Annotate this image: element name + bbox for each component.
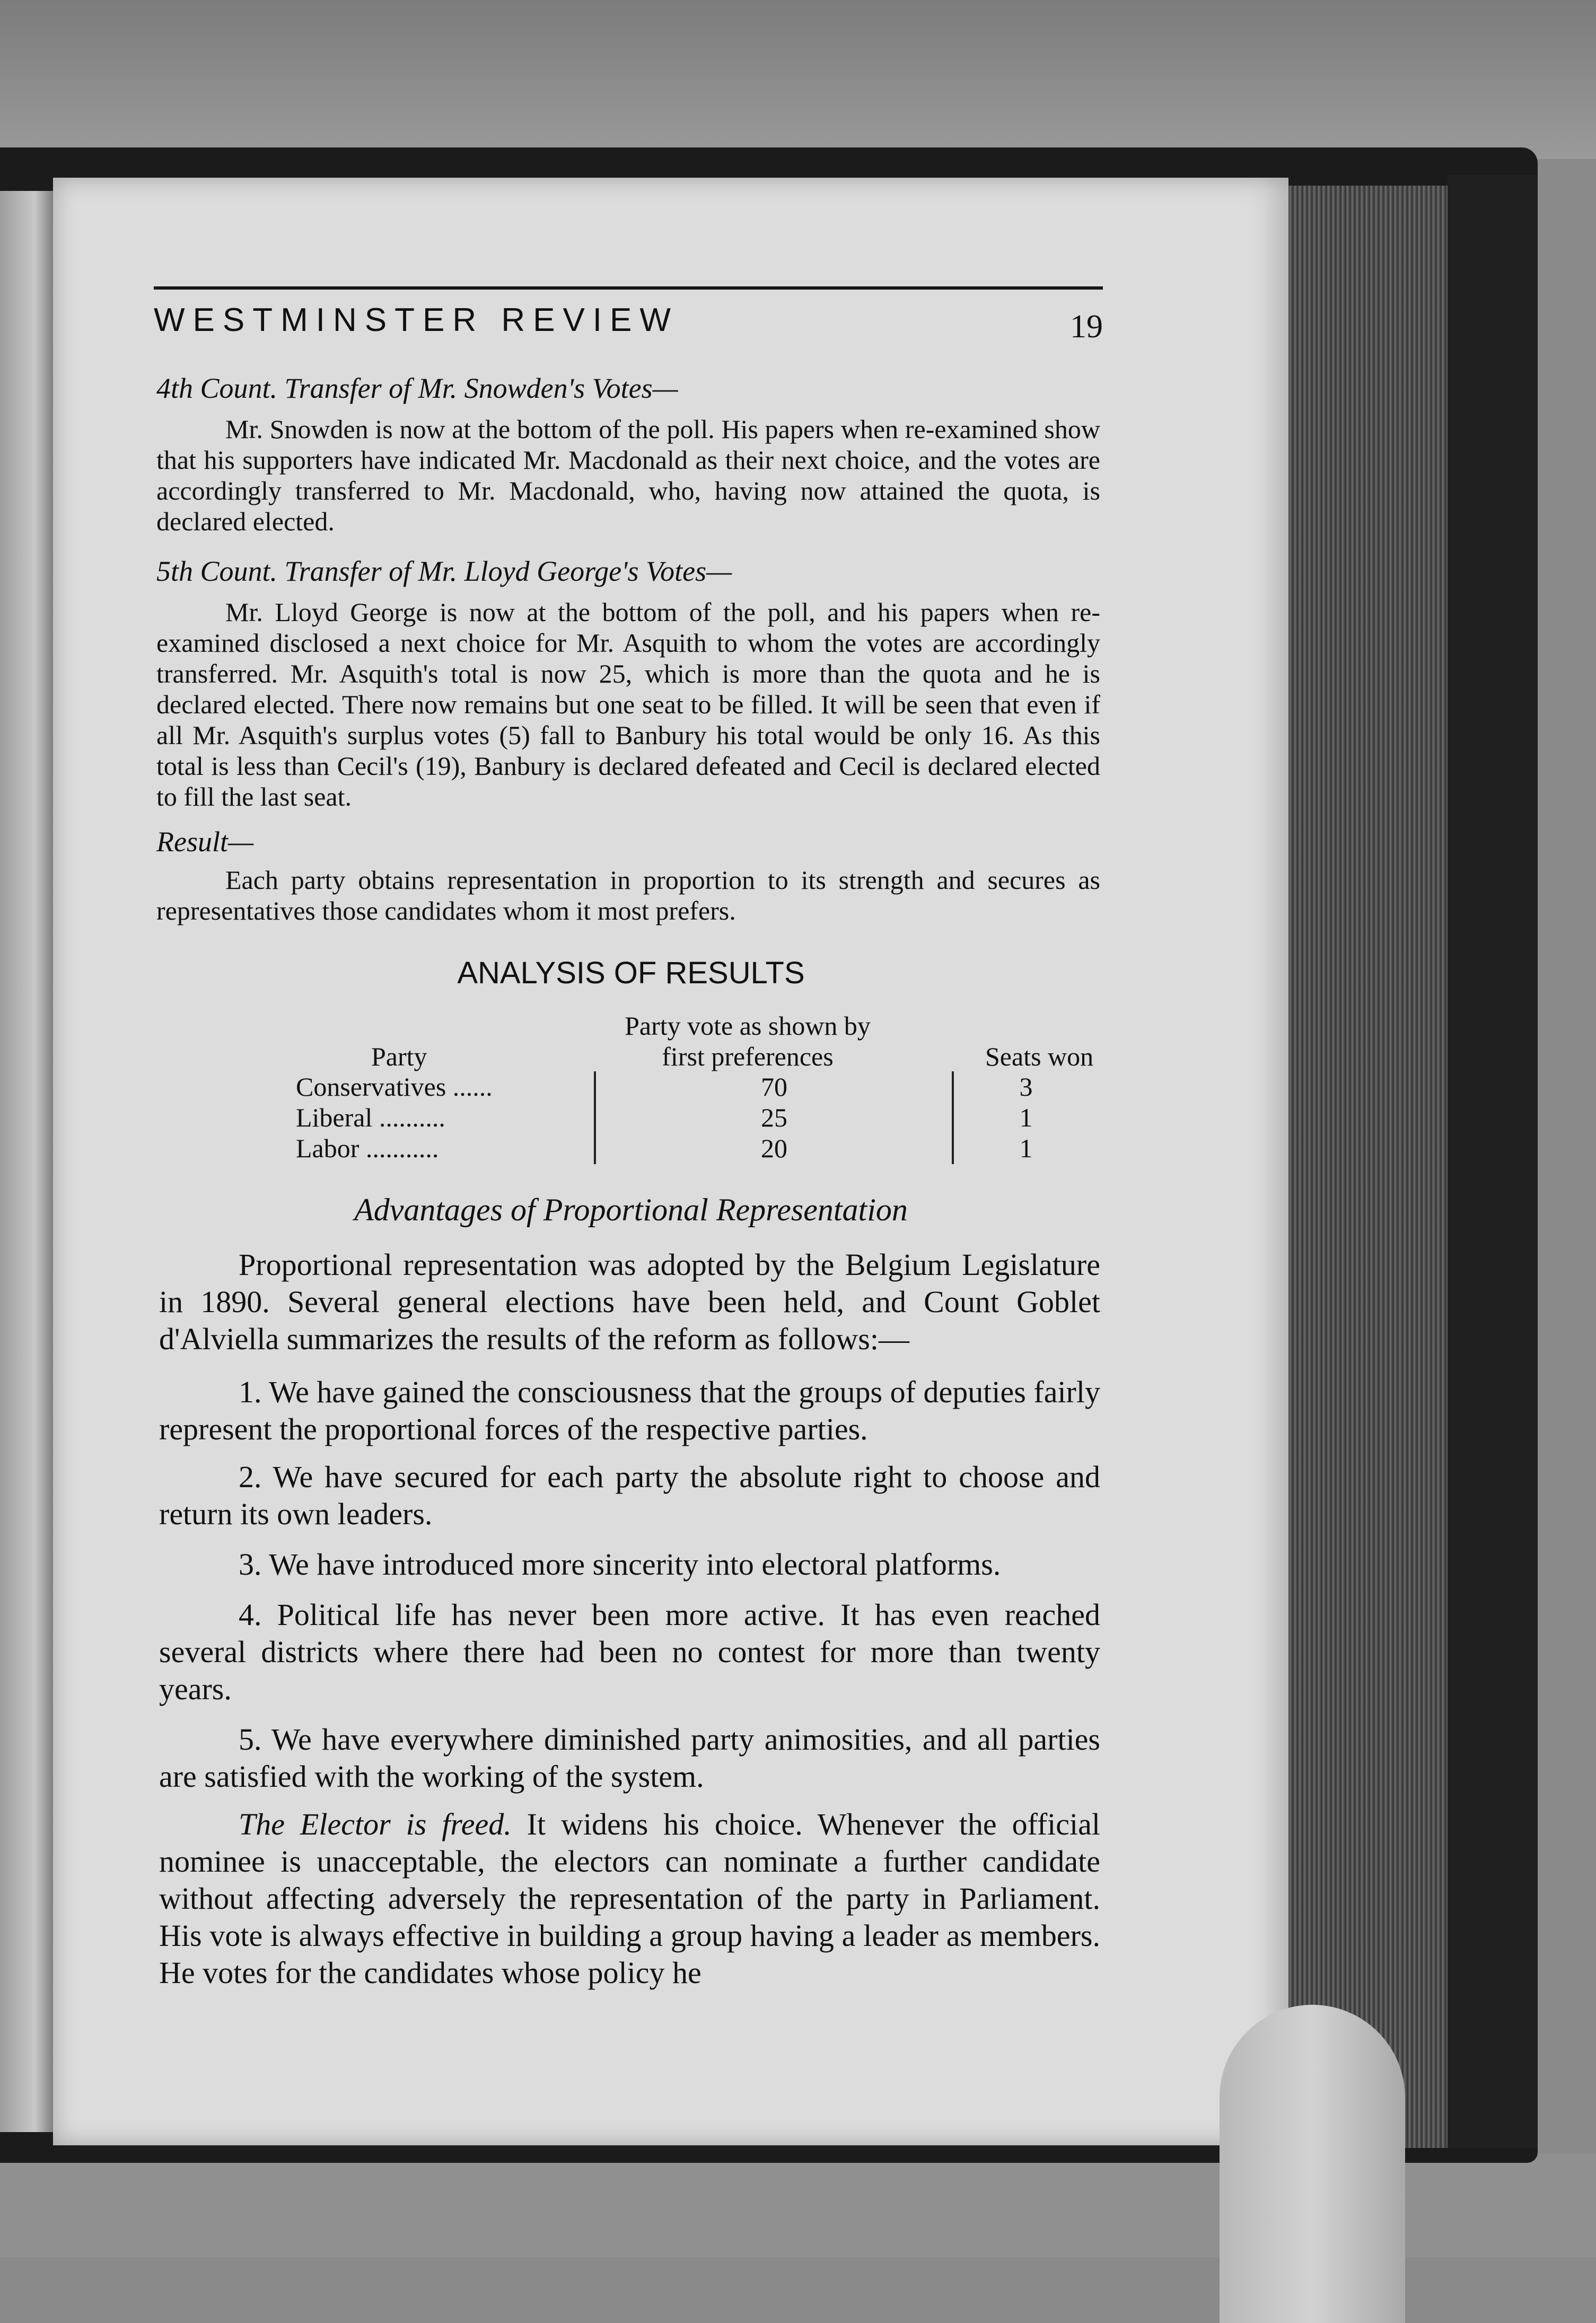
row-seats: 1 [1019,1133,1033,1163]
result-heading: Result— [156,826,253,858]
row-party: Conservatives ...... [296,1072,493,1102]
running-header [154,286,1103,348]
count5-body: Mr. Lloyd George is now at the bottom of the poll, and his papers when re-examined disclosed a next choice for Mr. Asquith to whom the votes are accordingly transferred. Mr. Asquith's total is now 25, which is more than the quota and he is declared elected. There now remains but one seat to be filled. It will be seen that even if all Mr. Asquith's surplus votes (5) fall to Banbury his total would be only 16. As this total is less than Cecil's (19), Banbury is declared defeated and Cecil is declared elected to fill the last seat. [156,597,1100,811]
col-party-header: Party [371,1042,427,1071]
row-vote: 25 [761,1103,787,1132]
row-vote: 70 [761,1072,787,1102]
left-page-edge [0,191,58,2132]
page-holder-tab [1220,2005,1405,2323]
col-vote-header-line1: Party vote as shown by [625,1011,871,1041]
advantage-item: 5. We have everywhere diminished party animosities, and all parties are satisfied with the working of the system. [159,1722,1100,1794]
advantages-title: Advantages of Proportional Representation [354,1192,908,1227]
row-party: Liberal .......... [296,1103,445,1132]
col-vote-header-line2: first preferences [662,1042,834,1071]
row-party: Labor ........... [296,1133,439,1163]
elector-paragraph [159,1806,1100,1992]
advantage-item: 2. We have secured for each party the absolute right to choose and return its own leaders. [159,1460,1100,1531]
page-fore-edge [1288,186,1448,2148]
elector-lead: The Elector is freed. [239,1807,512,1841]
journal-title: WESTMINSTER REVIEW [154,302,679,338]
advantage-item: 1. We have gained the consciousness that the groups of deputies fairly represent the proportional forces of the respective parties. [159,1375,1100,1446]
book-spine-edge [1448,175,1538,2148]
photo-backdrop-top [0,0,1596,159]
count4-heading: 4th Count. Transfer of Mr. Snowden's Votes— [156,372,678,404]
analysis-title: ANALYSIS OF RESULTS [457,956,805,990]
col-seats-header: Seats won [985,1042,1094,1071]
table-divider-right [952,1071,954,1164]
row-seats: 3 [1019,1072,1033,1102]
advantage-item: 3. We have introduced more sincerity into electoral platforms. [239,1547,1001,1582]
result-body: Each party obtains representation in proportion to its strength and secures as representatives those candidates whom it most prefers. [156,865,1100,925]
advantages-intro: Proportional representation was adopted by the Belgium Legislature in 1890. Several general elections have been held, and Count Goblet d'Alviella summarizes the results of the reform as follows:— [159,1247,1100,1356]
count4-body: Mr. Snowden is now at the bottom of the poll. His papers when re-examined show that his supporters have indicated Mr. Macdonald as their next choice, and the votes are accordingly transferred to Mr. Macdonald, who, having now attained the quota, is declared elected. [156,414,1100,536]
table-divider-left [594,1071,596,1164]
row-seats: 1 [1019,1103,1033,1132]
row-vote: 20 [761,1133,787,1163]
count5-heading: 5th Count. Transfer of Mr. Lloyd George's Votes— [156,555,732,587]
page-number: 19 [1070,309,1103,345]
elector-body: It widens his choice. Whenever the official nominee is unacceptable, the electors can nominate a further candidate without affecting adversely the representation of the party in Parliament. His vote is always effective in building a group having a leader as members. He votes for the candidates whose policy he [159,1807,1101,1990]
advantage-item: 4. Political life has never been more active. It has even reached several districts where there had been no contest for more than twenty years. [159,1597,1100,1706]
